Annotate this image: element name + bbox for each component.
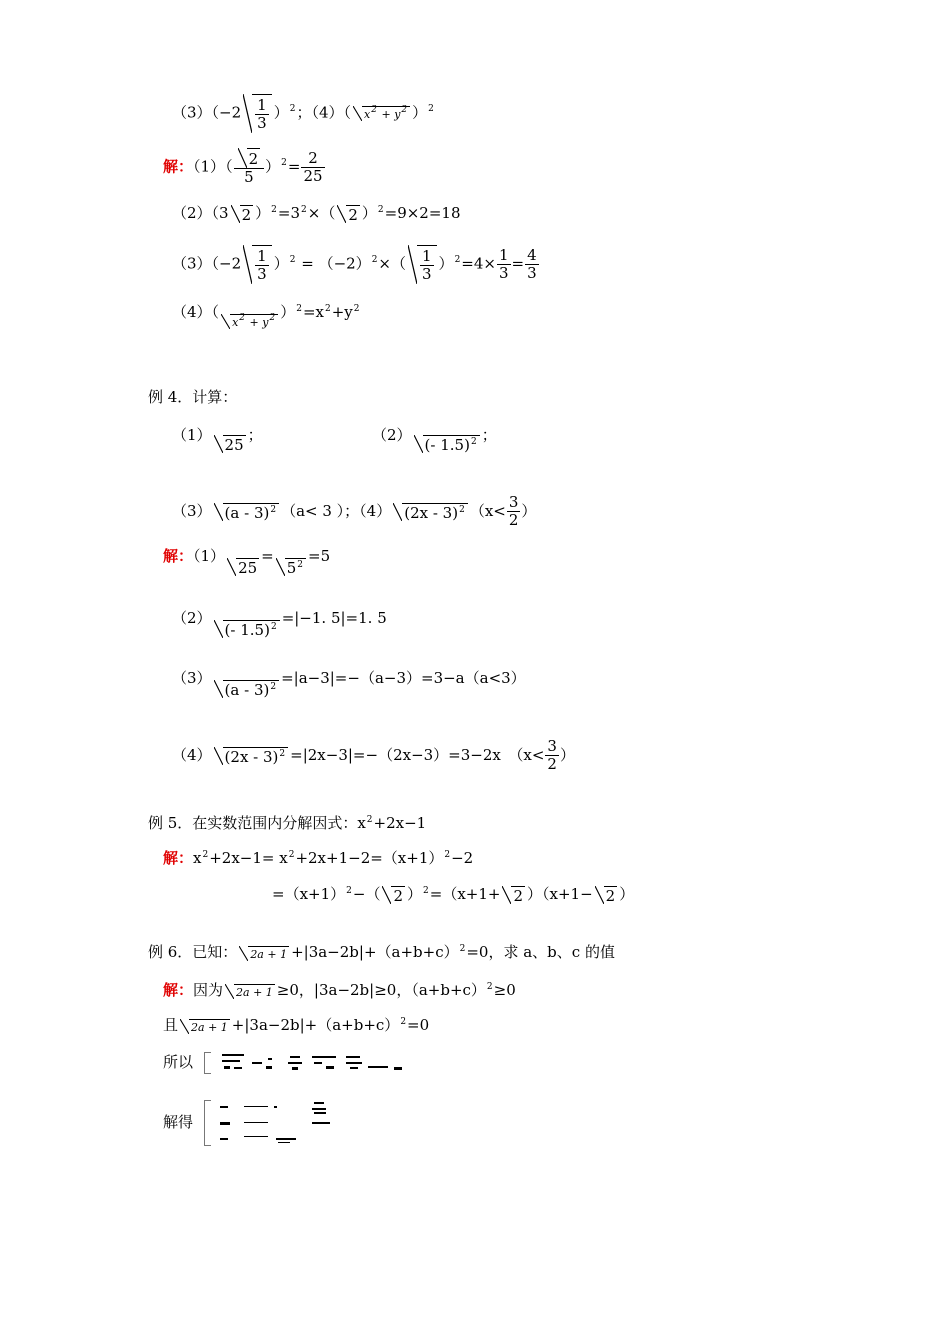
ex6-solution-line-1: 解：因为 2a + 1 ≥0，|3a−2b|≥0，$(a+b+c)^2\ge 0$ xyxy=(163,981,516,999)
ex4-a4: （4） (2x - 3)$^2$ =|2x−3|=−（2x−3）=3−2x （x< $\frac{3}{2}$ ） xyxy=(172,737,575,774)
solution-brace xyxy=(204,1100,211,1146)
ex4-q1: （1）25； xyxy=(172,426,263,454)
example-5-title: 例 5．在实数范围内分解因式：$x^2+2x-1$ xyxy=(148,814,427,832)
system-brace xyxy=(204,1052,211,1074)
ex4-a1: 解：$(1)25=5^2 =5$ xyxy=(163,547,331,577)
example-4-title: 例 4．计算： xyxy=(148,388,238,406)
example-6-title: 例 6．已知： $2a + 1 +|3a-2b|+(a+b+c)^2=0$，求 a、b、c 的值 xyxy=(148,943,615,961)
ex6-solution-line-2: 且 $2a + 1 +|3a-2b|+(a+b+c)^2=0$ xyxy=(163,1016,430,1034)
solution-line-2: （2）（3 2 ）$^2=3^2\times$（ 2 ）$^2$=9×2=18 xyxy=(172,204,461,224)
ex5-solution-line-2: $=(x+1)^2-$（ 2 ）$^2$=（x+1+ 2 ）（x+1− 2 ） xyxy=(272,885,635,905)
solution-line-1: 解：（1）（ $\frac{2}{5}$ ）$^2$= $\frac{2}{25}$ xyxy=(163,148,323,187)
ex4-q3-q4: （3） (a - 3)$^2$ （a< 3 ）；（4） (2x - 3)$^2$ （x< $\frac{3}{2}$ ） xyxy=(172,493,537,530)
solution-line-4: $(4)(x^2 + y^2$ ）$^2=x^2+y^2$ xyxy=(172,303,360,329)
ex4-a2: （2）(- 1.5)$^2$ =|−1. 5|=1. 5 xyxy=(172,609,387,639)
question-line-3-4: （3）（−2 $\frac{1}{3}$ ）$^2$；（4）（ $x^2 + y^2$ ）$^2$ xyxy=(172,96,434,133)
ex4-a3: （3）(a - 3)$^2$ =|a−3|=−（a−3）=3−a（a<3） xyxy=(172,669,526,699)
ex6-solution-line-3: 所以 xyxy=(163,1052,416,1074)
ex5-solution-line-1: 解：$x^2+2x-1= x^2+2x+1-2=(x+1)^2-2$ xyxy=(163,849,474,867)
garbled-equation-image xyxy=(216,1052,416,1074)
solution-line-3: （3）（−2 $\frac{1}{3}$ ）$^2 = (-2)^2\times$（ $\frac{1}{3}$ ）$^2$=4× $\frac{1}{3}$ = $\frac{4}{3}$ xyxy=(172,245,537,284)
ex6-solution-line-4: 解得 xyxy=(163,1100,356,1146)
garbled-solution-image xyxy=(216,1100,356,1146)
ex4-q2: （2）(- 1.5)$^2$ ； xyxy=(372,426,497,454)
